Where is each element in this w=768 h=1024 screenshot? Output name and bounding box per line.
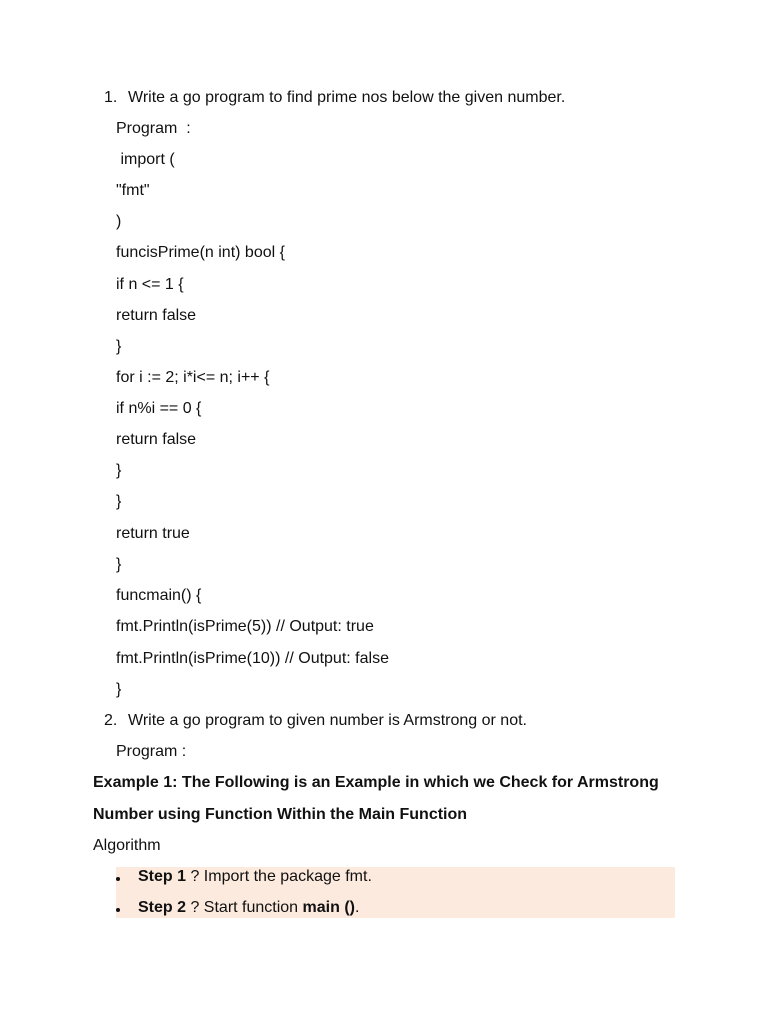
code-line: for i := 2; i*i<= n; i++ { [116, 369, 270, 386]
list-number-1: 1. [104, 89, 118, 106]
code-line: return true [116, 525, 190, 542]
example-heading-line-1: Example 1: The Following is an Example in which we Check for Armstrong [93, 774, 659, 791]
code-line: funcmain() { [116, 587, 202, 604]
code-line: "fmt" [116, 182, 150, 199]
code-line: fmt.Println(isPrime(5)) // Output: true [116, 618, 374, 635]
step-item [138, 867, 372, 887]
code-line: } [116, 462, 122, 479]
code-line: return false [116, 307, 197, 324]
step-function-name: main () [302, 899, 355, 916]
bullet-icon [116, 877, 120, 881]
step-item [138, 898, 359, 918]
step-text: ? Import the package fmt. [186, 868, 372, 885]
algorithm-title: Algorithm [93, 837, 161, 854]
code-line: } [116, 493, 122, 510]
code-line: if n <= 1 { [116, 276, 184, 293]
bullet-icon [116, 908, 120, 912]
code-line: if n%i == 0 { [116, 400, 202, 417]
code-line: fmt.Println(isPrime(10)) // Output: false [116, 650, 389, 667]
code-line: funcisPrime(n int) bool { [116, 244, 285, 261]
code-line: import ( [116, 151, 175, 168]
program-label: Program : [116, 743, 187, 760]
code-line: return false [116, 431, 197, 448]
code-line: } [116, 681, 122, 698]
step-label: Step 2 [138, 899, 187, 916]
example-heading-line-2: Number using Function Within the Main Function [93, 806, 468, 823]
list-number-2: 2. [104, 712, 118, 729]
code-line: } [116, 338, 122, 355]
question-2-heading: Write a go program to given number is Armstrong or not. [128, 712, 527, 729]
question-1-heading: Write a go program to find prime nos below the given number. [128, 89, 566, 106]
step-label: Step 1 [138, 868, 187, 885]
code-line: Program : [116, 120, 191, 137]
code-line: ) [116, 213, 122, 230]
step-text: ? Start function [186, 899, 303, 916]
step-tail: . [354, 899, 360, 916]
code-line: } [116, 556, 122, 573]
